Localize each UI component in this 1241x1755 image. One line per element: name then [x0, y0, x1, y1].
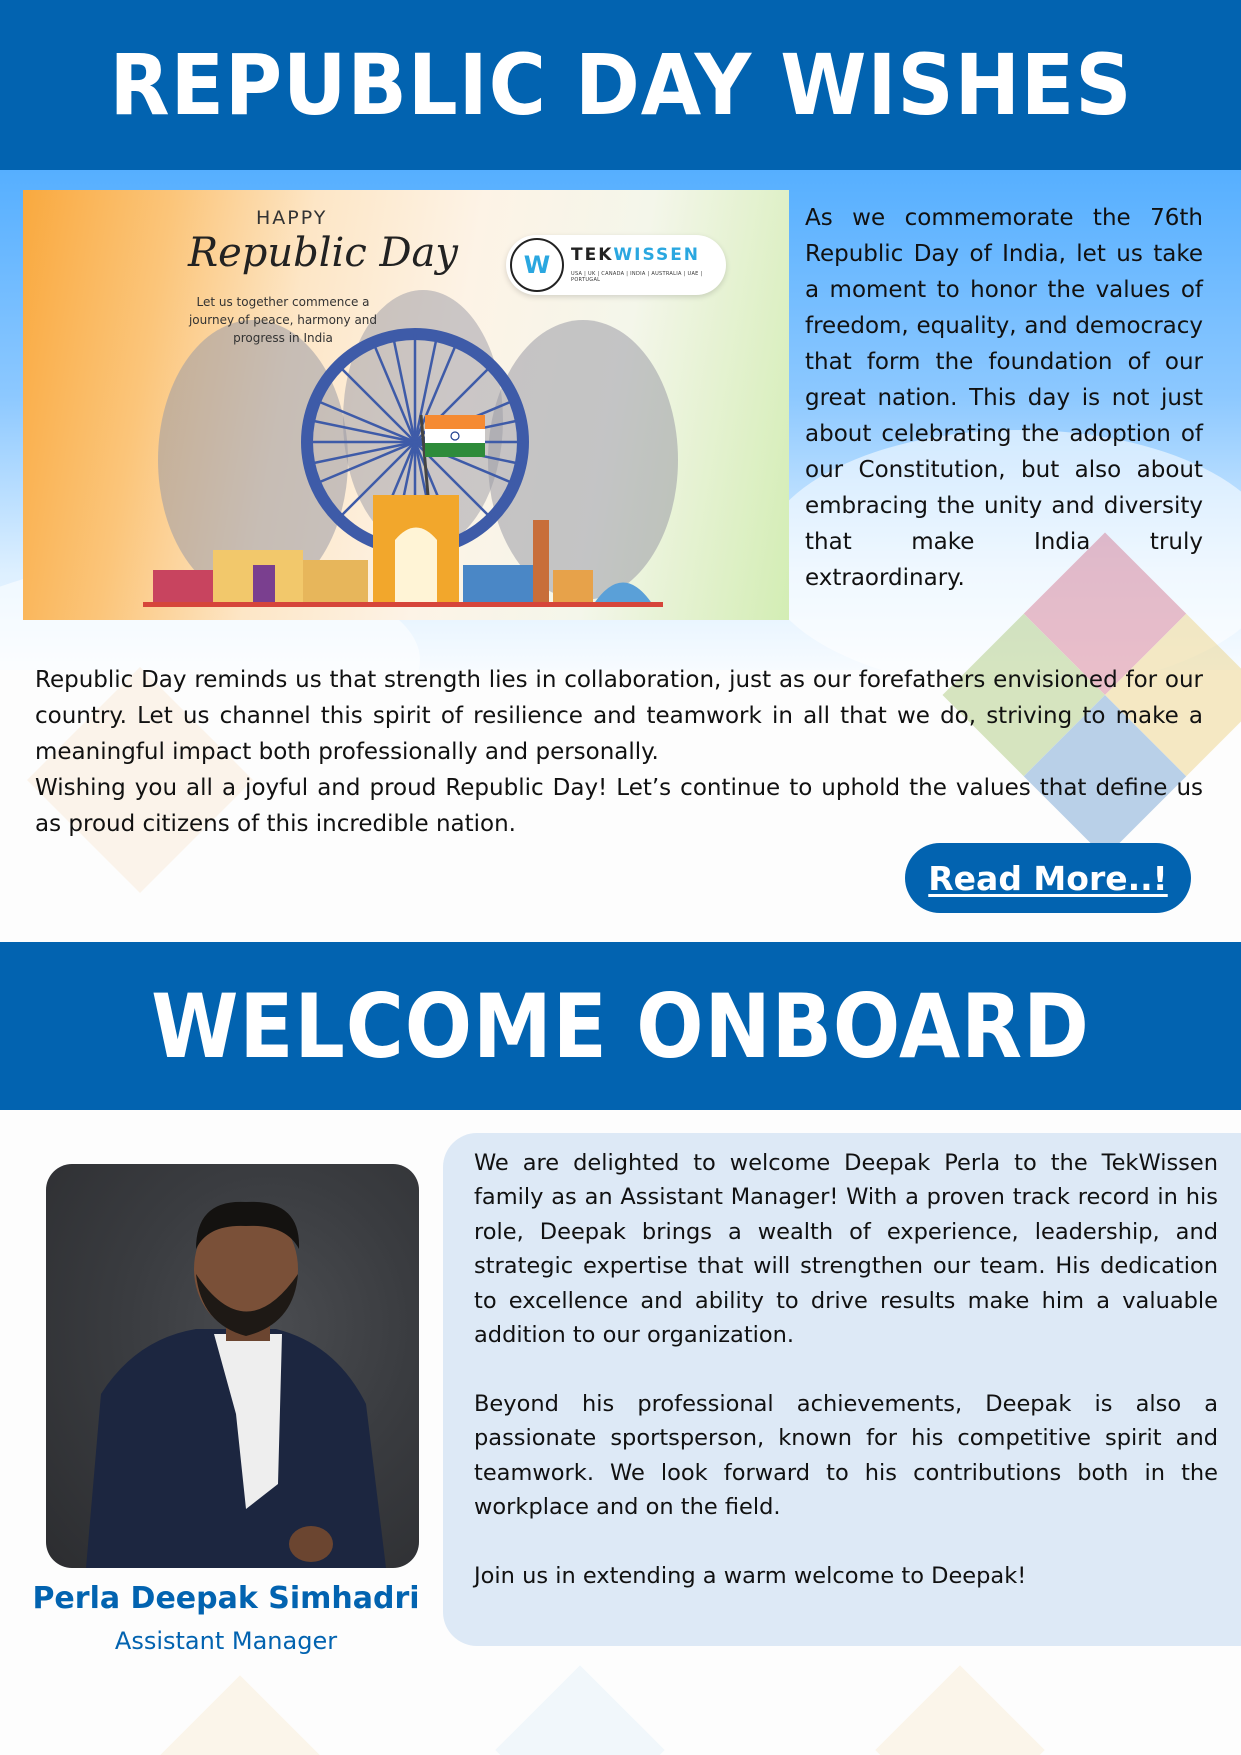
skyline-base	[143, 602, 663, 607]
poster-tagline: Let us together commence a journey of peace, harmony and progress in India	[188, 295, 378, 345]
qutub-minar	[533, 520, 549, 605]
skyline-building	[253, 565, 275, 605]
employee-name: Perla Deepak Simhadri	[32, 1581, 420, 1616]
tekwissen-logo	[506, 235, 726, 295]
read-more-button[interactable]: Read More..!	[905, 843, 1191, 913]
india-gate-arch	[395, 528, 437, 606]
employee-photo	[46, 1164, 419, 1568]
skyline-building	[303, 560, 368, 605]
tekwissen-logo-name	[571, 245, 700, 265]
welcome-banner	[0, 942, 1241, 1110]
welcome-message	[474, 1146, 1218, 1628]
welcome-paragraph: We are delighted to welcome Deepak Perla to the TekWissen family as an Assistant Manager! With a proven track record in his role, Deepak brings a wealth of experience, leadership, and strategic expertise that will strengthen our team. His dedication to excellence and ability to drive results make him a valuable addition to our organization.	[474, 1150, 1218, 1349]
republic-day-banner	[0, 0, 1241, 170]
republic-day-intro: As we commemorate the 76th Republic Day of India, let us take a moment to honor the values of freedom, equality, and democracy that form the foundation of our great nation. This day is not just about celebrating the adoption of our Constitution, but also about embracing the unity and diversity that make India truly extraordinary.	[805, 205, 1203, 591]
logo-name-wissen: WISSEN	[613, 245, 701, 265]
welcome-title: WELCOME ONBOARD	[151, 974, 1090, 1078]
logo-countries: USA | UK | CANADA | INDIA | AUSTRALIA | UAE | PORTUGAL	[571, 271, 703, 283]
body-paragraph: Republic Day reminds us that strength lies in collaboration, just as our forefathers envisioned for our country. Let us channel this spirit of resilience and teamwork in all that we do, striving to make a meaningful impact both professionally and personally.	[35, 667, 1203, 765]
republic-day-title: REPUBLIC DAY WISHES	[109, 36, 1132, 134]
flag-white	[425, 429, 485, 443]
skyline-building	[463, 565, 533, 605]
republic-day-poster	[23, 190, 789, 620]
poster-happy-text: HAPPY	[256, 207, 328, 229]
person-portrait	[46, 1164, 419, 1568]
welcome-paragraph: Beyond his professional achievements, Deepak is also a passionate sportsperson, known for his competitive spirit and teamwork. We look forward to his contributions both in the workplace and on the field.	[474, 1390, 1218, 1521]
logo-name-tek: TEK	[571, 245, 614, 265]
employee-role: Assistant Manager	[114, 1627, 338, 1655]
republic-day-body	[35, 662, 1203, 842]
tekwissen-logo-mark: W	[510, 238, 564, 292]
poster-script-title: Republic Day	[188, 230, 458, 276]
skyline-building	[153, 570, 213, 605]
flag-green	[425, 443, 485, 457]
welcome-paragraph: Join us in extending a warm welcome to Deepak!	[474, 1562, 1027, 1589]
portrait-hand	[289, 1526, 333, 1562]
body-paragraph: Wishing you all a joyful and proud Republic Day! Let’s continue to uphold the values that define us as proud citizens of this incredible nation.	[35, 775, 1203, 837]
flag-saffron	[425, 415, 485, 429]
skyline-building	[553, 570, 593, 605]
